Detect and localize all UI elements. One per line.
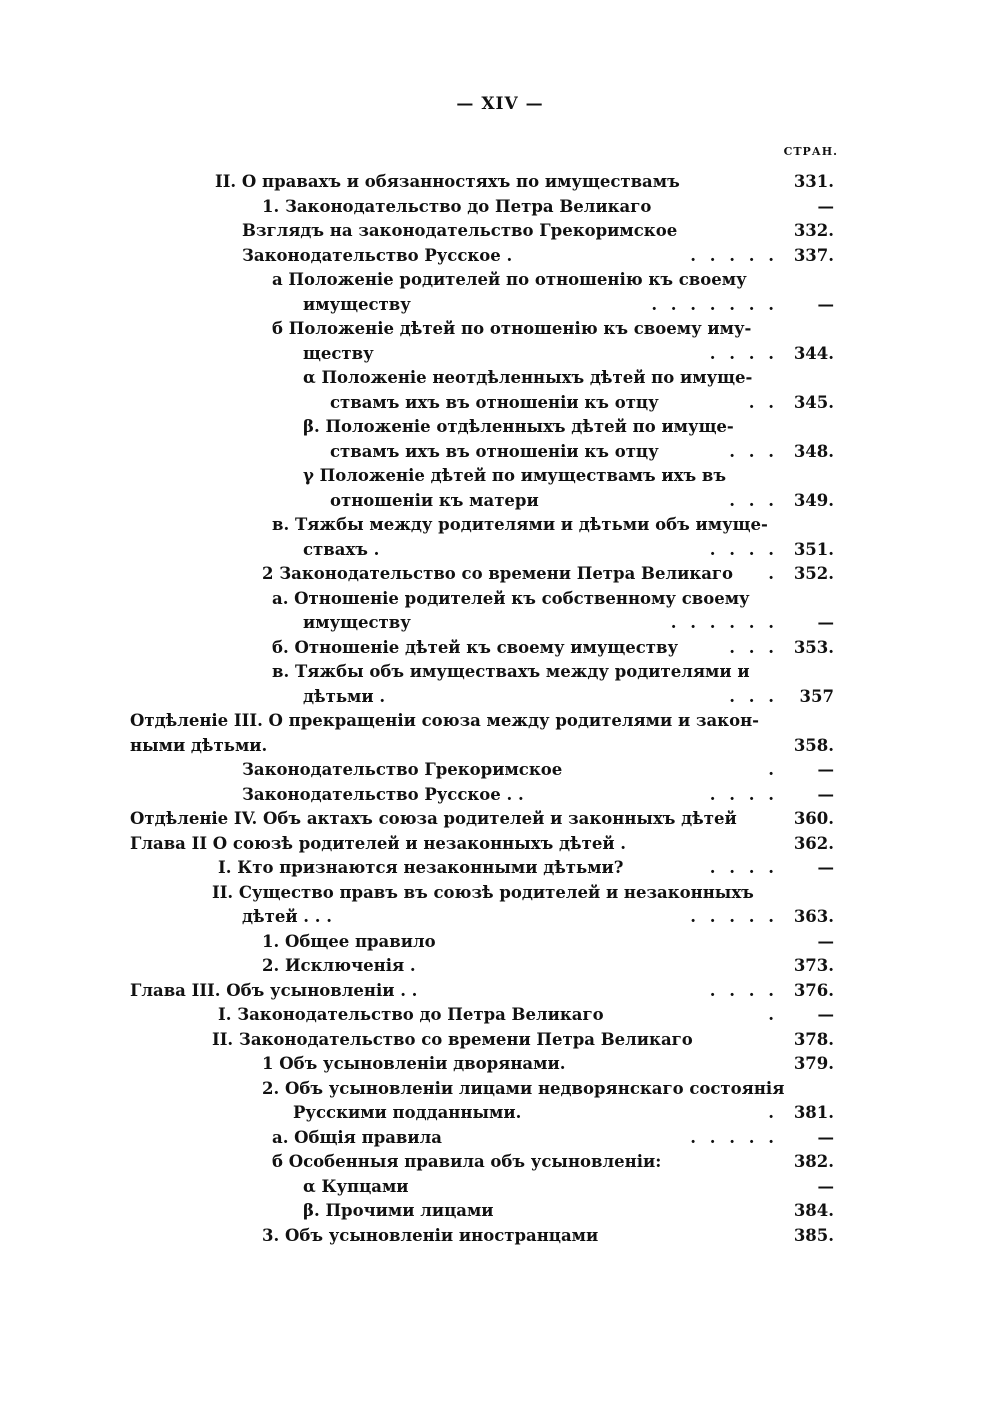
toc-entry [0,317,1000,342]
toc-entry [0,366,1000,391]
toc-entry-leader: . . . . [709,784,778,804]
toc-entry [0,881,1000,906]
toc-entry [0,464,1000,489]
toc-entry [0,268,1000,293]
toc-entry-leader: . . . . . . [670,613,778,632]
toc-entry-page: 373. [793,956,834,975]
toc-entry [0,342,1000,367]
toc-entry-leader: . . . . [709,980,778,1000]
toc-entry-title: 2. Исключенія . [262,956,416,975]
toc-entry-title: ствамъ ихъ въ отношеніи къ отцу [330,441,659,461]
toc-entry [0,293,1000,318]
toc-entry [0,1224,1000,1249]
toc-entry [0,415,1000,440]
toc-entry [0,905,1000,930]
toc-entry-page: 376. [793,980,834,1000]
toc-entry-title: 1 Объ усыновленіи дворянами. [262,1054,566,1073]
toc-entry-page: 363. [793,907,834,926]
page-number-header: — XIV — [456,94,544,114]
toc-entry-title: дѣтьми . [303,686,386,706]
toc-entry [0,170,1000,195]
toc-entry-page: 360. [793,809,834,828]
toc-entry-leader: . . . [729,686,778,706]
toc-entry [0,856,1000,881]
toc-entry [0,391,1000,416]
toc-entry-title: ствахъ . [303,539,380,559]
toc-entry-page: 385. [793,1225,834,1245]
toc-entry-page: 357 [799,686,834,706]
toc-entry [0,1052,1000,1077]
toc-entry-leader: . . . . . [690,1127,778,1147]
toc-entry-title: 2. Объ усыновленіи лицами недворянскаго состоянія [262,1078,785,1098]
toc-entry-title: а Положеніе родителей по отношенію къ своему [272,270,747,289]
toc-entry [0,758,1000,783]
toc-entry-page: 331. [793,172,834,191]
toc-entry-title: II. Существо правъ въ союзѣ родителей и незаконныхъ [212,882,754,902]
toc-entry-leader: . . . . . [690,245,778,265]
toc-entry-page: 345. [793,392,834,412]
toc-entry-page: — [817,858,834,877]
toc-entry-title: 3. Объ усыновленіи иностранцами [262,1225,599,1245]
toc-entry-page: 353. [793,637,834,657]
toc-entry-page: 382. [793,1152,834,1171]
toc-entry-page: 344. [793,343,834,363]
toc-entry [0,1199,1000,1224]
toc-entry-leader: . . . . . . . [651,294,778,314]
toc-entry [0,513,1000,538]
toc-entry-title: б Особенныя правила объ усыновленіи: [272,1152,662,1171]
table-of-contents [0,170,1000,1248]
toc-entry-title: β. Прочими лицами [303,1201,494,1220]
toc-entry-title: Законодательство Русское . . [242,784,524,804]
toc-entry-page: 349. [793,490,834,510]
toc-entry-leader: . [768,1103,778,1122]
toc-entry-page: — [817,294,834,314]
toc-entry-title: γ Положеніе дѣтей по имуществамъ ихъ въ [303,466,726,485]
toc-entry-title: β. Положеніе отдѣленныхъ дѣтей по имуще- [303,417,734,436]
toc-entry-page: — [817,613,834,632]
toc-entry-title: II. О правахъ и обязанностяхъ по имуществамъ [215,172,680,191]
toc-entry-page: 352. [793,564,834,583]
toc-entry-page: — [817,1005,834,1024]
toc-entry-page: 379. [793,1054,834,1073]
toc-entry-title: II. Законодательство со времени Петра Великаго [212,1029,693,1049]
toc-entry [0,489,1000,514]
toc-entry-title: а. Отношеніе родителей къ собственному своему [272,588,750,608]
toc-entry [0,685,1000,710]
toc-entry [0,636,1000,661]
toc-entry-title: в. Тяжбы объ имуществахъ между родителями и [272,662,750,681]
toc-entry [0,954,1000,979]
toc-entry-leader: . . . [729,637,778,657]
toc-entry-title: 1. Законодательство до Петра Великаго [262,196,652,216]
toc-entry-title: Глава II О союзѣ родителей и незаконныхъ дѣтей . [130,833,627,853]
toc-entry-title: Русскими подданными. [293,1103,522,1122]
toc-entry-title: имуществу [303,294,411,314]
toc-entry-title: ными дѣтьми. [130,735,268,755]
toc-entry [0,979,1000,1004]
toc-entry-page: — [817,196,834,216]
toc-entry-page: 381. [793,1103,834,1122]
toc-entry-page: 358. [793,735,834,755]
toc-entry-title: Глава III. Объ усыновленіи . . [130,980,418,1000]
toc-entry [0,195,1000,220]
toc-entry-page: 384. [793,1201,834,1220]
toc-entry-title: Отдѣленіе III. О прекращеніи союза между родителями и закон- [130,711,760,730]
toc-entry-leader: . . . . . [690,907,778,926]
toc-entry-title: ствамъ ихъ въ отношеніи къ отцу [330,392,659,412]
toc-entry-title: дѣтей . . . [242,907,333,926]
toc-entry [0,832,1000,857]
toc-entry-page: 351. [793,539,834,559]
toc-entry-title: Законодательство Русское . [242,245,513,265]
toc-entry-leader: . . [748,392,778,412]
toc-entry [0,1003,1000,1028]
toc-entry-title: Законодательство Грекоримское [242,760,563,779]
toc-entry-page: 337. [793,245,834,265]
toc-entry [0,1077,1000,1102]
toc-entry-leader: . [768,564,778,583]
toc-entry-leader: . . . [729,441,778,461]
toc-entry-title: 2 Законодательство со времени Петра Великаго [262,564,734,583]
toc-entry-title: 1. Общее правило [262,931,436,951]
toc-entry [0,219,1000,244]
toc-entry [0,930,1000,955]
toc-entry [0,1101,1000,1126]
toc-entry-title: а. Общія правила [272,1127,442,1147]
toc-entry-page: — [817,1127,834,1147]
toc-entry [0,611,1000,636]
toc-entry [0,1126,1000,1151]
toc-entry [0,660,1000,685]
toc-entry [0,807,1000,832]
toc-entry-title: I. Законодательство до Петра Великаго [218,1005,604,1024]
toc-entry-page: 362. [793,833,834,853]
toc-entry-page: 348. [793,441,834,461]
toc-entry-title: имуществу [303,613,411,632]
toc-entry-leader: . . . . [709,343,778,363]
toc-entry-title: Взглядъ на законодательство Грекоримское [242,221,678,240]
page-column-label: СТРАН. [783,145,838,158]
toc-entry [0,1175,1000,1200]
toc-entry-leader: . . . [729,490,778,510]
toc-entry [0,783,1000,808]
toc-entry-title: б Положеніе дѣтей по отношенію къ своему иму- [272,319,752,338]
toc-entry-title: б. Отношеніе дѣтей къ своему имуществу [272,637,679,657]
toc-entry [0,244,1000,269]
toc-entry-leader: . . . . [709,539,778,559]
toc-entry [0,1028,1000,1053]
toc-entry [0,538,1000,563]
toc-entry-leader: . [768,1005,778,1024]
toc-entry-title: в. Тяжбы между родителями и дѣтьми объ имуще- [272,515,768,534]
toc-entry [0,587,1000,612]
toc-entry-title: Отдѣленіе IV. Объ актахъ союза родителей и законныхъ дѣтей [130,809,737,828]
toc-entry-title: I. Кто признаются незаконными дѣтьми? [218,858,624,877]
toc-entry-leader: . [768,760,778,779]
toc-entry-title: ществу [303,343,374,363]
toc-entry [0,562,1000,587]
toc-entry-title: α Купцами [303,1176,409,1196]
toc-entry-page: — [817,784,834,804]
toc-entry-page: — [817,760,834,779]
toc-entry-page: 332. [793,221,834,240]
toc-entry [0,440,1000,465]
toc-entry-page: — [817,1176,834,1196]
toc-entry-title: α Положеніе неотдѣленныхъ дѣтей по имуще- [303,368,753,387]
toc-entry-page: 378. [793,1029,834,1049]
toc-entry [0,709,1000,734]
toc-entry-page: — [817,931,834,951]
toc-entry-title: отношеніи къ матери [330,490,539,510]
toc-entry-leader: . . . . [709,858,778,877]
toc-entry [0,734,1000,759]
toc-entry [0,1150,1000,1175]
